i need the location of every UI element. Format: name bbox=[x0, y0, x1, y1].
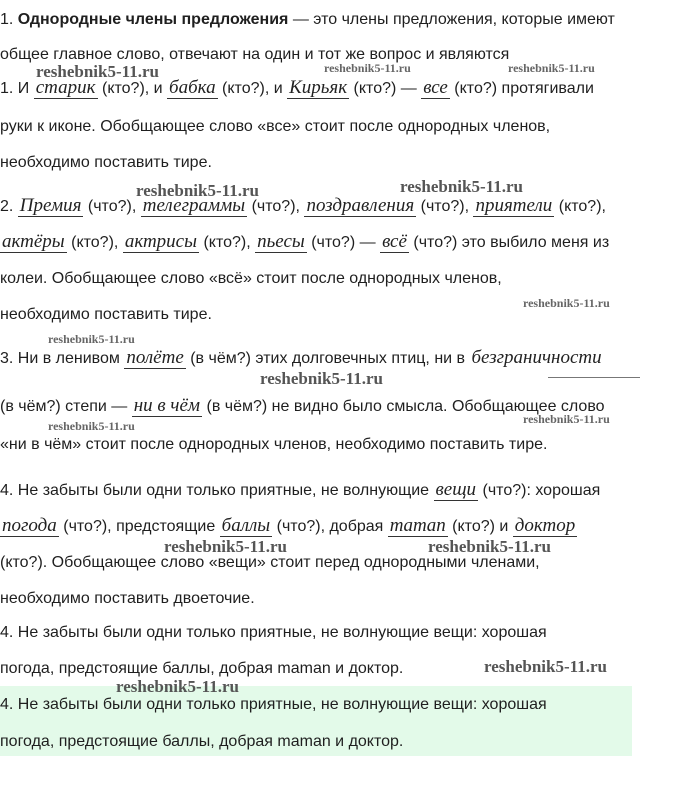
s2-word-pozdravleniya: поздравления bbox=[306, 195, 415, 216]
watermark: reshebnik5-11.ru bbox=[508, 61, 595, 75]
s2-line-2 bbox=[0, 232, 609, 253]
intro-text: — это члены предложения, которые имеют bbox=[292, 11, 615, 28]
s4-question-4: (кто?) и bbox=[452, 518, 509, 535]
s1-word-vse: все bbox=[423, 77, 448, 98]
s2-word-aktery: актёры bbox=[2, 231, 65, 252]
s2-word-premiya: Премия bbox=[19, 195, 82, 216]
s2-line-3: колеи. Обобщающее слово «всё» стоит после однородных членов, bbox=[0, 270, 502, 287]
s3-word-polete: полёте bbox=[126, 347, 184, 368]
watermark: reshebnik5-11.ru bbox=[484, 657, 607, 676]
s1-question-3: (кто?) — bbox=[353, 80, 417, 97]
s2-line-1 bbox=[0, 196, 606, 217]
s1-word-starik: старик bbox=[35, 77, 96, 98]
s2-question-3: (что?), bbox=[420, 198, 470, 215]
s1-question-1: (кто?), и bbox=[101, 80, 163, 97]
s2-question-1: (что?), bbox=[87, 198, 137, 215]
intro-line-1 bbox=[0, 10, 615, 30]
s4-word-veshchi: вещи bbox=[435, 479, 477, 500]
s3-text-b: (в чём?) степи — bbox=[0, 398, 128, 415]
s4-word-bally: баллы bbox=[221, 515, 271, 536]
watermark: reshebnik5-11.ru bbox=[136, 181, 259, 200]
s2-word-priyateli: приятели bbox=[475, 195, 553, 216]
s1-word-kiryak: Кирьяк bbox=[289, 77, 348, 98]
s4-question-2: (что?), предстоящие bbox=[63, 518, 216, 535]
s1-word-babka: бабка bbox=[169, 77, 216, 98]
s1-text-a: 1. И bbox=[0, 80, 30, 97]
s1-question-2: (кто?), и bbox=[222, 80, 283, 97]
watermark: reshebnik5-11.ru bbox=[523, 412, 610, 426]
s3-question-3: (в чём?) не видно было смысла. Обобщающее слово bbox=[206, 398, 605, 415]
watermark: reshebnik5-11.ru bbox=[48, 332, 135, 346]
watermark: reshebnik5-11.ru bbox=[164, 537, 287, 556]
s1-line-3: необходимо поставить тире. bbox=[0, 154, 212, 171]
intro-line-2: общее главное слово, отвечают на один и тот же вопрос и являются bbox=[0, 46, 510, 63]
s4-word-maman: maman bbox=[389, 515, 446, 536]
watermark: reshebnik5-11.ru bbox=[428, 537, 551, 556]
s3-word-ni-v-chyom: ни в чём bbox=[133, 395, 201, 416]
watermark: reshebnik5-11.ru bbox=[36, 62, 159, 81]
s2-question-4: (кто?), bbox=[558, 198, 606, 215]
watermark: reshebnik5-11.ru bbox=[324, 61, 411, 75]
watermark: reshebnik5-11.ru bbox=[400, 177, 523, 196]
s4-line-4: необходимо поставить двоеточие. bbox=[0, 590, 255, 607]
s3-line-2 bbox=[0, 396, 605, 417]
s4-text-a: 4. Не забыты были одни только приятные, не волнующие bbox=[0, 482, 430, 499]
intro-term: Однородные члены предложения bbox=[17, 11, 289, 28]
s2-text-a: 2. bbox=[0, 198, 14, 215]
s2-question-2: (что?), bbox=[251, 198, 300, 215]
s3-underline-stroke bbox=[548, 377, 640, 378]
s4-line-1 bbox=[0, 480, 600, 501]
s2-word-telegrammy: телеграммы bbox=[142, 195, 246, 216]
s1-line-2: руки к иконе. Обобщающее слово «все» стоит после однородных членов, bbox=[0, 118, 551, 135]
s2-word-aktrisy: актрисы bbox=[124, 231, 197, 252]
answer-line-2: погода, предстоящие баллы, добрая maman и доктор. bbox=[0, 733, 404, 750]
s3-line-3: «ни в чём» стоит после однородных членов, необходимо поставить тире. bbox=[0, 436, 548, 453]
s2-word-vsyo: всё bbox=[382, 231, 407, 252]
s2-word-pesy: пьесы bbox=[257, 231, 305, 252]
s4-word-doktor: доктор bbox=[514, 515, 576, 536]
s4-line-2 bbox=[0, 516, 577, 537]
s4-question-1: (что?): хорошая bbox=[482, 482, 601, 499]
watermark: reshebnik5-11.ru bbox=[48, 419, 135, 433]
s1-question-4: (кто?) протягивали bbox=[454, 80, 594, 97]
s3-line-1 bbox=[0, 348, 604, 369]
s2-line-4: необходимо поставить тире. bbox=[0, 306, 212, 323]
s4-question-3: (что?), добрая bbox=[276, 518, 384, 535]
s2-question-7: (что?) — bbox=[311, 234, 376, 251]
s2-question-6: (кто?), bbox=[203, 234, 251, 251]
s3-word-bezgranichnosti: безграничности bbox=[471, 347, 602, 368]
s4-word-pogoda: погода bbox=[2, 515, 57, 536]
s5-line-1: 4. Не забыты были одни только приятные, не волнующие вещи: хорошая bbox=[0, 624, 547, 641]
answer-line-1: 4. Не забыты были одни только приятные, не волнующие вещи: хорошая bbox=[0, 696, 547, 713]
watermark: reshebnik5-11.ru bbox=[260, 369, 383, 388]
s2-question-5: (кто?), bbox=[71, 234, 119, 251]
intro-number: 1. bbox=[0, 11, 14, 28]
s4-line-3: (кто?). Обобщающее слово «вещи» стоит перед однородными членами, bbox=[0, 554, 540, 571]
watermark: reshebnik5-11.ru bbox=[116, 677, 239, 696]
s5-line-2: погода, предстоящие баллы, добрая maman и доктор. bbox=[0, 660, 404, 677]
watermark: reshebnik5-11.ru bbox=[523, 296, 610, 310]
s3-text-a: 3. Ни в ленивом bbox=[0, 350, 120, 367]
s2-question-8: (что?) это выбило меня из bbox=[413, 234, 610, 251]
s3-question-1: (в чём?) этих долговечных птиц, ни в bbox=[190, 350, 466, 367]
